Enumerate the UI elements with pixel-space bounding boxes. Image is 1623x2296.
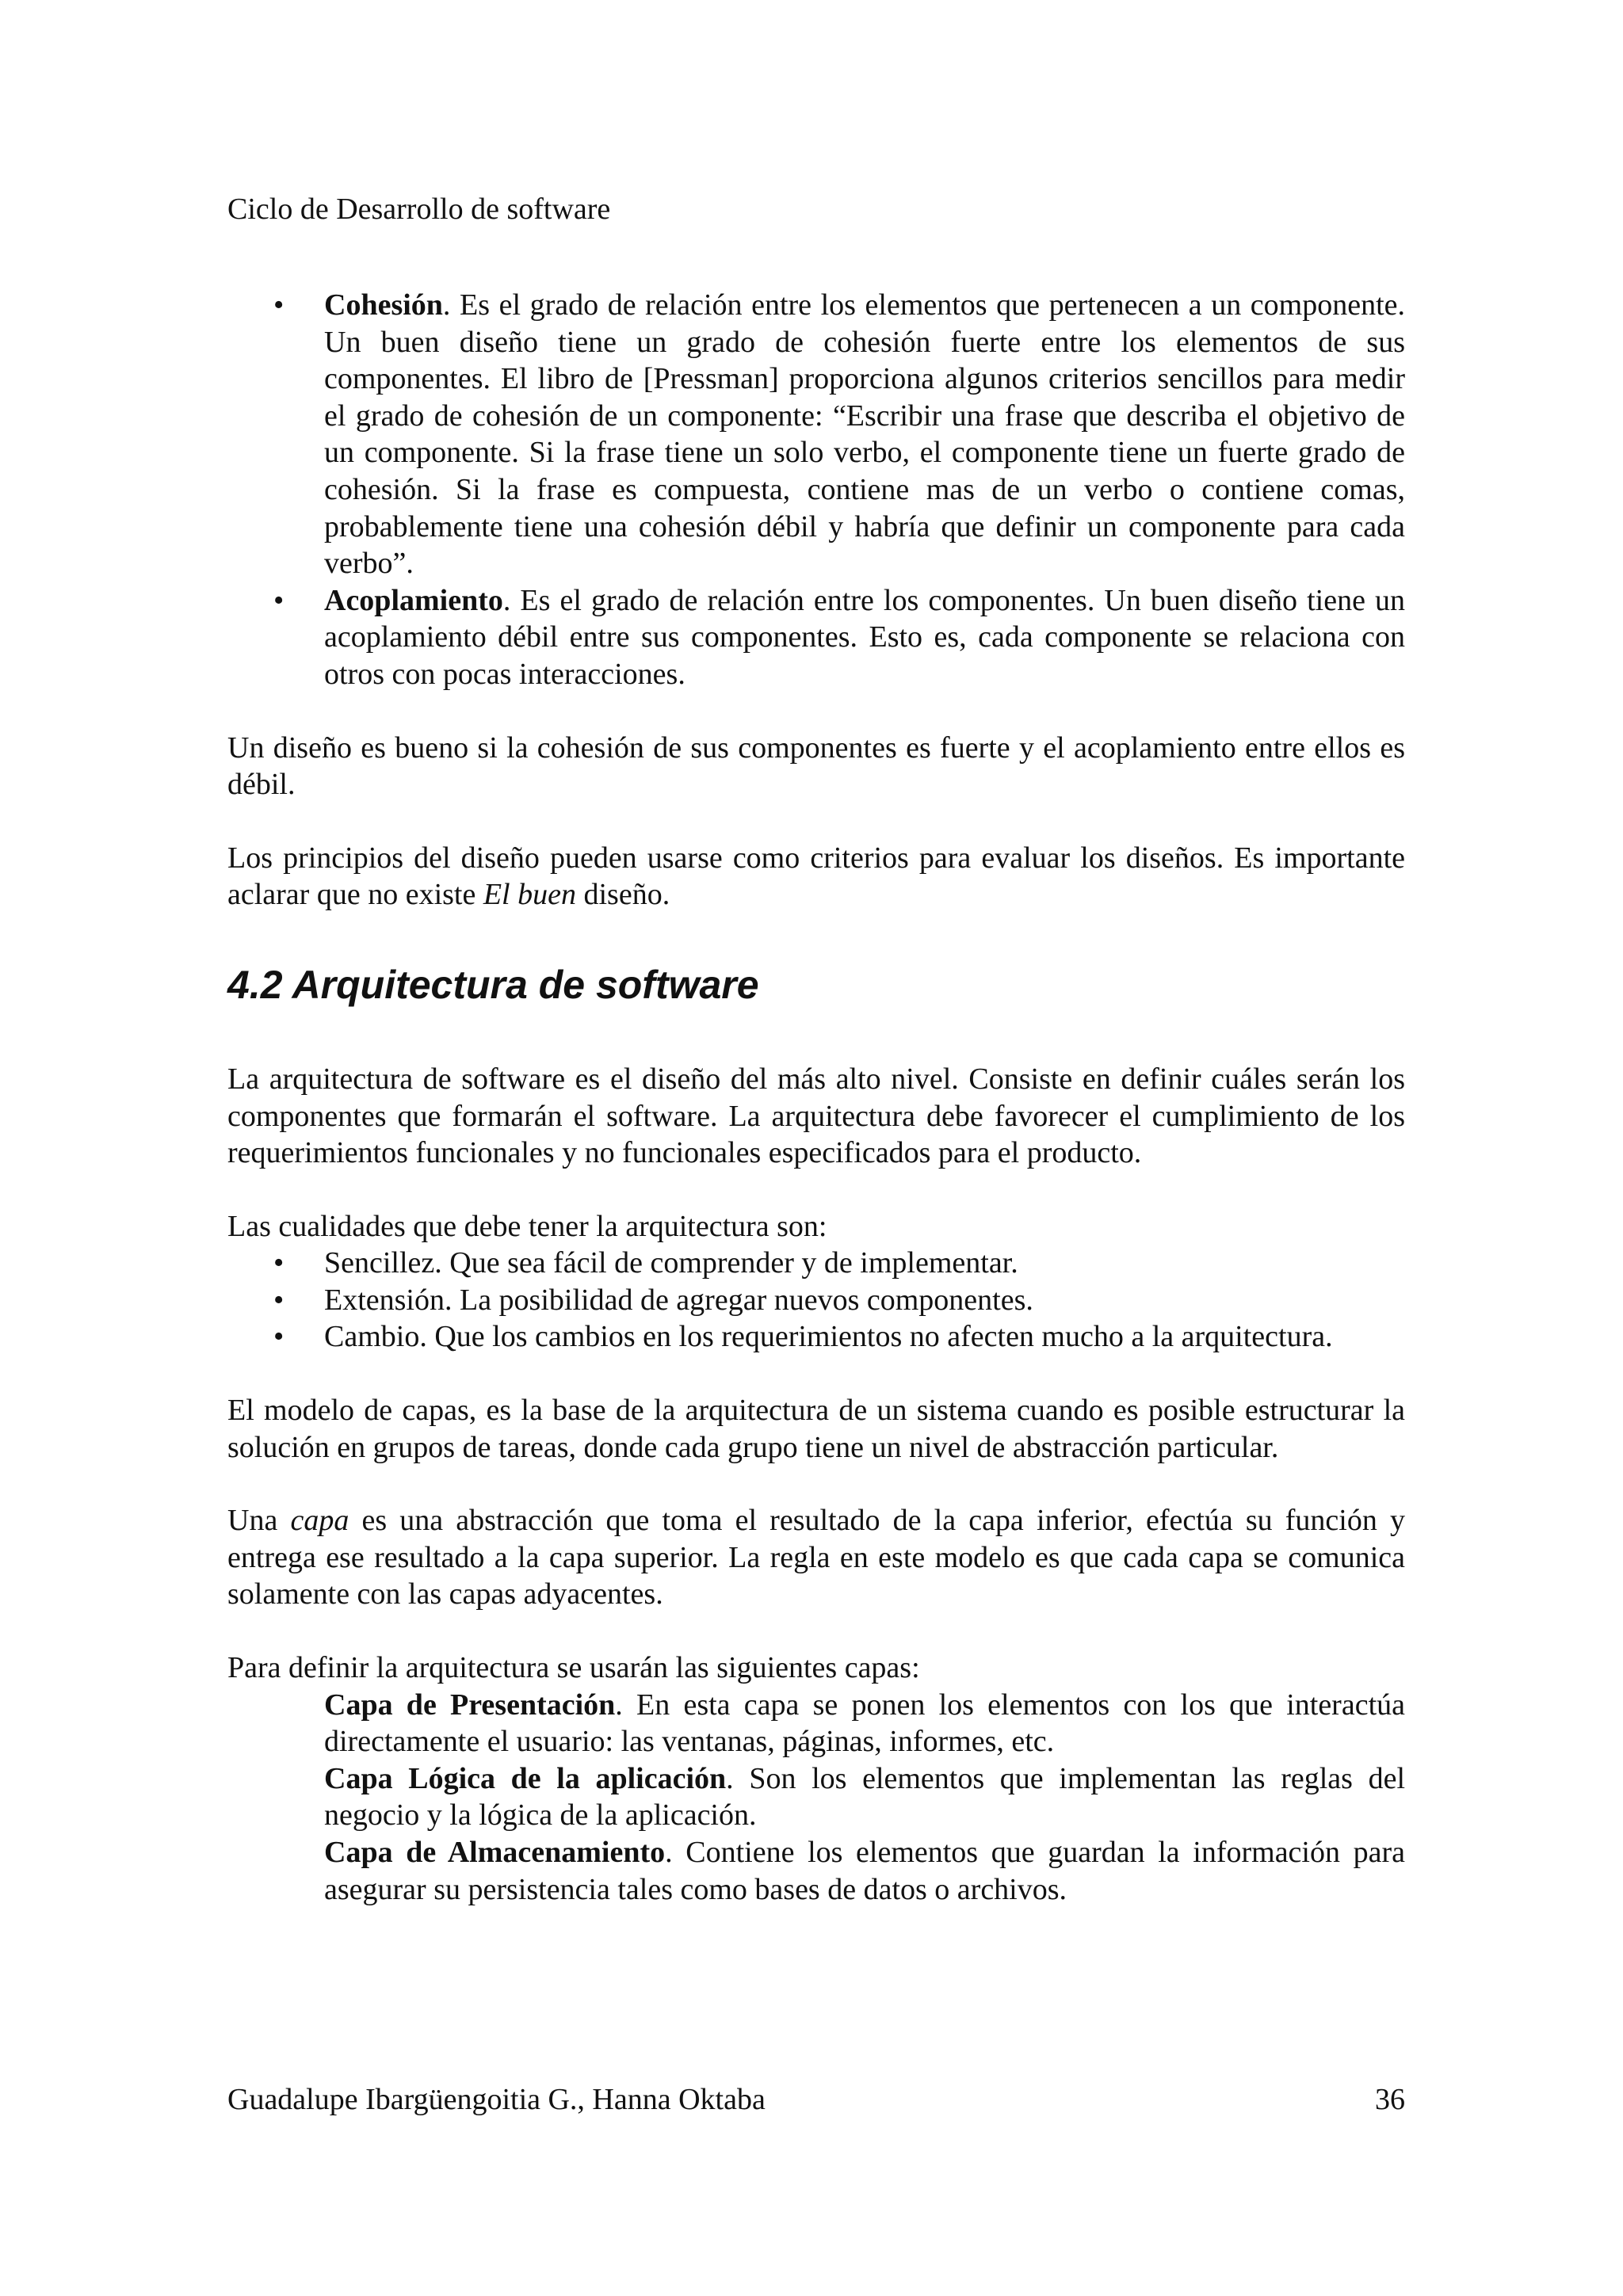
- document-page: [227, 0, 1405, 2296]
- cohesion-text: . Es el grado de relación entre los elementos que pertenecen a un componente. Un buen diseño tiene un grado de cohesión fuerte entre los elementos de sus componentes. El libro de [Pressman] proporciona algunos criterios sencillos para medir el grado de cohesión de un componente: “Escribir una frase que describa el objetivo de un componente. Si la frase tiene un solo verbo, el componente tiene un fuerte grado de cohesión. Si la frase es compuesta, contiene mas de un verbo o contiene comas, probablemente tiene una cohesión débil y habría que definir un componente para cada verbo”.: [324, 288, 1405, 581]
- running-header: Ciclo de Desarrollo de software: [227, 193, 611, 226]
- term-cohesion: Cohesión: [324, 288, 443, 322]
- qualities-intro: Las cualidades que debe tener la arquitectura son:: [227, 1209, 827, 1243]
- list-item-coupling: [227, 582, 1405, 693]
- list-item-cohesion: [227, 287, 1405, 582]
- design-criteria-list: [227, 287, 1405, 693]
- paragraph-layers-model: El modelo de capas, es la base de la arquitectura de un sistema cuando es posible estructurar la solución en grupos de tareas, donde cada grupo tiene un nivel de abstracción particular.: [227, 1394, 1405, 1464]
- layers-intro: Para definir la arquitectura se usarán las siguientes capas:: [227, 1651, 920, 1685]
- paragraph-principles: Los principios del diseño pueden usarse como criterios para evaluar los diseños. Es importante aclarar que no existe El buen diseño.: [227, 841, 1405, 912]
- page-content: [227, 287, 1405, 1908]
- layer-storage: Capa de Almacenamiento. Contiene los elementos que guardan la información para asegurar su persistencia tales como bases de datos o archivos.: [324, 1836, 1405, 1906]
- list-item-extension: • Extensión. La posibilidad de agregar nuevos componentes.: [227, 1282, 1405, 1319]
- qualities-list: [227, 1245, 1405, 1356]
- layer-logic: Capa Lógica de la aplicación. Son los elementos que implementan las reglas del negocio y la lógica de la aplicación.: [324, 1761, 1405, 1833]
- paragraph-architecture: La arquitectura de software es el diseño del más alto nivel. Consiste en definir cuáles serán los componentes que formarán el software. La arquitectura debe favorecer el cumplimiento de los requerimientos funcionales y no funcionales especificados para el producto.: [227, 1062, 1405, 1170]
- section-heading: 4.2 Arquitectura de software: [227, 962, 759, 1007]
- emphasis-el-buen: El buen: [483, 878, 576, 912]
- paragraph-capa: Una capa es una abstracción que toma el resultado de la capa inferior, efectúa su función y entrega ese resultado a la capa superior. La regla en este modelo es que cada capa se comunica solamente con las capas adyacentes.: [227, 1504, 1405, 1611]
- layer-presentation: Capa de Presentación. En esta capa se ponen los elementos con los que interactúa directamente el usuario: las ventanas, páginas, informes, etc.: [324, 1688, 1405, 1759]
- paragraph-good-design: Un diseño es bueno si la cohesión de sus componentes es fuerte y el acoplamiento entre ellos es débil.: [227, 730, 1405, 802]
- coupling-text: . Es el grado de relación entre los componentes. Un buen diseño tiene un acoplamiento débil entre sus componentes. Esto es, cada componente se relaciona con otros con pocas interacciones.: [324, 583, 1405, 691]
- list-item-sencillez: • Sencillez. Que sea fácil de comprender y de implementar.: [227, 1245, 1405, 1282]
- page-number: 36: [1375, 2083, 1405, 2116]
- list-item-cambio: • Cambio. Que los cambios en los requerimientos no afecten mucho a la arquitectura.: [227, 1318, 1405, 1356]
- term-coupling: Acoplamiento: [324, 583, 503, 617]
- emphasis-capa: capa: [290, 1504, 349, 1538]
- footer-authors: Guadalupe Ibargüengoitia G., Hanna Oktaba: [227, 2083, 766, 2116]
